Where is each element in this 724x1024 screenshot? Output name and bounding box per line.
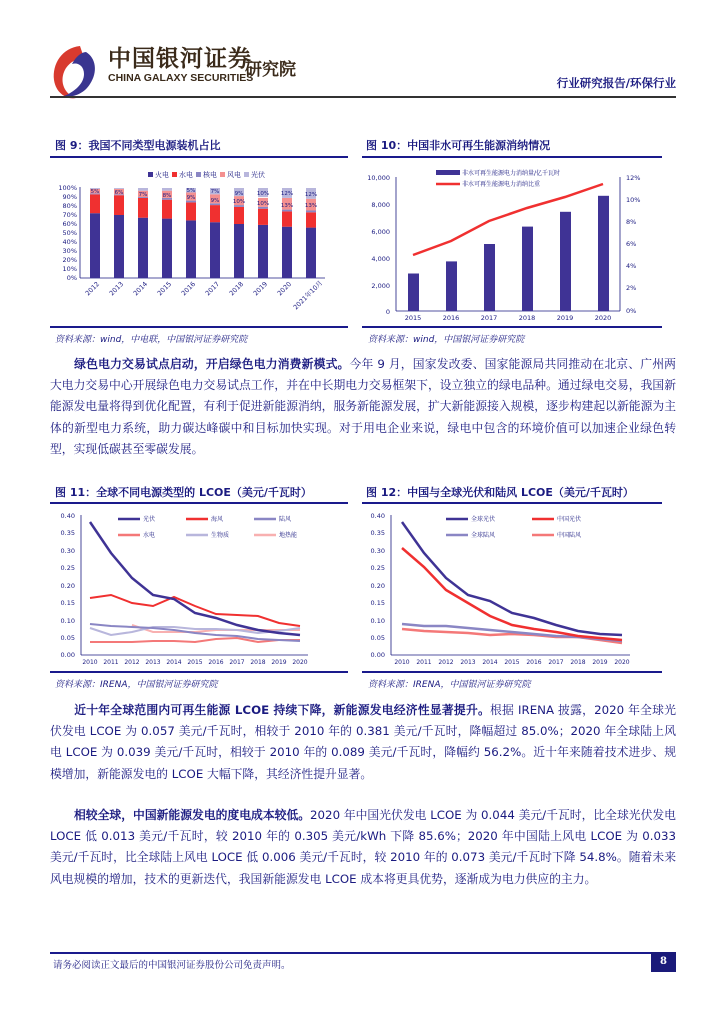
x-axis-labels [82, 659, 307, 666]
svg-text:12%: 12% [304, 192, 318, 198]
svg-text:5%: 5% [90, 189, 100, 195]
svg-text:90%: 90% [62, 193, 77, 201]
svg-text:2018: 2018 [570, 659, 586, 666]
svg-text:10%: 10% [256, 201, 270, 207]
paragraph-china-lcoe [50, 805, 676, 890]
svg-text:2013: 2013 [460, 659, 476, 666]
svg-text:2013: 2013 [145, 659, 161, 666]
svg-text:30%: 30% [62, 247, 77, 255]
chart-legend [118, 515, 297, 539]
svg-text:4,000: 4,000 [371, 255, 390, 263]
brand-institute: 研究院 [245, 60, 296, 80]
svg-text:4%: 4% [626, 262, 637, 270]
svg-text:2018: 2018 [227, 280, 246, 298]
svg-text:0.40: 0.40 [370, 512, 385, 520]
svg-text:风电: 风电 [227, 171, 241, 179]
svg-text:2012: 2012 [124, 659, 140, 666]
figure-10-source: 资料来源：wind，中国银河证券研究院 [368, 335, 525, 345]
svg-text:2017: 2017 [203, 280, 222, 298]
x-axis-labels [394, 659, 629, 666]
svg-text:2021年10月: 2021年10月 [291, 279, 325, 312]
svg-text:2013: 2013 [107, 280, 126, 298]
svg-text:0.20: 0.20 [60, 582, 75, 590]
svg-text:10%: 10% [256, 191, 270, 197]
svg-text:6%: 6% [626, 240, 637, 248]
svg-text:2017: 2017 [229, 659, 245, 666]
x-axis-labels [405, 314, 612, 322]
paragraph-body: 根据 IRENA 披露，2020 年全球光伏发电 LCOE 为 0.057 美元/千瓦时，相较于 2010 年的 0.381 美元/千瓦时，降幅超过 85.0%；2020 年全球陆上风电 LCOE 为 0.039 美元/千瓦时，相较于 2010 年的 0.089 美元/千瓦时，降幅约 56.2%。近十年来随着技术进步、规模增加，新能源发电的 LCOE 大幅下降，其经济性提升显著。 [50, 703, 676, 781]
svg-text:0.25: 0.25 [60, 564, 75, 572]
paragraph-body: 今年 9 月，国家发改委、国家能源局共同推动在北京、广州两大电力交易中心开展绿色电力交易试点工作，并在中长期电力交易框架下，设立独立的绿电品种。通过绿电交易，我国新能源发电量将得到优化配置，有利于促进新能源消纳，服务新能源发展，扩大新能源接入规模，逐步构建起以新能源为主体的新型电力系统，助力碳达峰碳中和目标加快实现。对于用电企业来说，绿电中包含的环境价值可以加速企业绿色转型，实现低碳甚至零碳发展。 [50, 357, 676, 456]
chart-legend [148, 170, 265, 179]
figure-9-chart [50, 162, 350, 322]
svg-text:2019: 2019 [251, 280, 270, 298]
paragraph-global-lcoe [50, 700, 676, 785]
svg-text:0.10: 0.10 [60, 617, 75, 625]
svg-text:2,000: 2,000 [371, 282, 390, 290]
paragraph-lead: 相较全球，中国新能源发电的度电成本较低。 [74, 808, 311, 822]
svg-text:70%: 70% [62, 211, 77, 219]
svg-text:2020: 2020 [594, 314, 612, 322]
svg-text:12%: 12% [626, 174, 641, 182]
svg-text:10%: 10% [62, 265, 77, 273]
svg-text:0.35: 0.35 [370, 529, 385, 537]
svg-text:8%: 8% [162, 193, 172, 199]
figure-12-rule [362, 502, 662, 504]
svg-text:0.00: 0.00 [370, 651, 385, 659]
svg-text:50%: 50% [62, 229, 77, 237]
svg-text:8,000: 8,000 [371, 201, 390, 209]
y-axis-labels [371, 512, 385, 659]
svg-text:2020: 2020 [275, 280, 294, 298]
svg-text:12%: 12% [280, 191, 294, 197]
y-axis-right-labels [626, 174, 640, 315]
paragraph-lead: 绿色电力交易试点启动，开启绿色电力消费新模式。 [74, 357, 350, 371]
svg-text:0: 0 [385, 308, 390, 316]
svg-text:2015: 2015 [187, 659, 203, 666]
paragraph-body: 2020 年中国光伏发电 LCOE 为 0.044 美元/千瓦时，比全球光伏发电 LOCE 低 0.013 美元/千瓦时，较 2010 年的 0.305 美元/kWh 下降 85.6%；2020 年中国陆上风电 LCOE 为 0.033 美元/千瓦时，比全球陆上风电 LOCE 低 0.006 美元/千瓦时，较 2010 年的 0.073 美元/千瓦时下降 54.8%。随着未来风电规模的增加，技术的更新迭代，我国新能源发电 LCOE 成本将更具优势，逐渐成为电力供应的主力。 [50, 808, 676, 886]
svg-text:0.15: 0.15 [370, 599, 385, 607]
svg-text:2019: 2019 [592, 659, 608, 666]
svg-text:2015: 2015 [404, 314, 422, 322]
svg-text:非水可再生能源电力消纳比重: 非水可再生能源电力消纳比重 [462, 181, 541, 188]
svg-text:海风: 海风 [211, 516, 224, 523]
paragraph-lead: 近十年全球范围内可再生能源 LCOE 持续下降，新能源发电经济性显著提升。 [74, 703, 490, 717]
svg-text:全球光伏: 全球光伏 [471, 516, 496, 523]
svg-text:0.05: 0.05 [370, 634, 385, 642]
y-axis-left-labels [367, 174, 390, 316]
svg-text:6%: 6% [114, 190, 124, 196]
stacked-bars [90, 188, 316, 278]
svg-text:0.40: 0.40 [60, 512, 75, 520]
figure-11-bottom-rule [50, 671, 348, 673]
svg-text:2017: 2017 [548, 659, 564, 666]
svg-text:5%: 5% [186, 188, 196, 194]
svg-text:2019: 2019 [556, 314, 574, 322]
figure-11-source: 资料来源：IRENA，中国银河证券研究院 [55, 680, 218, 690]
figure-9-source: 资料来源：wind，中电联，中国银河证券研究院 [55, 335, 248, 345]
svg-text:0.30: 0.30 [370, 547, 385, 555]
svg-text:2016: 2016 [442, 314, 460, 322]
y-axis-labels [61, 512, 75, 659]
svg-text:2018: 2018 [250, 659, 266, 666]
svg-text:生物质: 生物质 [211, 532, 230, 539]
galaxy-logo-icon [50, 42, 98, 102]
figure-9-title: 图 9：我国不同类型电源装机占比 [55, 139, 221, 152]
figure-11-title: 图 11：全球不同电源类型的 LCOE（美元/千瓦时） [55, 486, 312, 499]
svg-text:水电: 水电 [179, 171, 193, 179]
svg-text:中国陆风: 中国陆风 [557, 532, 582, 539]
chart-legend [446, 515, 581, 539]
svg-text:非水可再生能源电力消纳量/亿千瓦时: 非水可再生能源电力消纳量/亿千瓦时 [462, 170, 561, 177]
svg-text:20%: 20% [62, 256, 77, 264]
figure-12-chart [360, 505, 660, 670]
svg-text:2015: 2015 [155, 280, 174, 298]
figure-10-bottom-rule [362, 326, 662, 328]
footer-divider [50, 952, 676, 954]
svg-text:40%: 40% [62, 238, 77, 246]
brand-name-en: CHINA GALAXY SECURITIES [108, 72, 254, 84]
svg-text:2020: 2020 [292, 659, 308, 666]
svg-text:全球陆风: 全球陆风 [471, 532, 496, 539]
svg-text:100%: 100% [58, 184, 77, 192]
svg-text:0.20: 0.20 [370, 582, 385, 590]
figure-11-chart [50, 505, 350, 670]
svg-text:10,000: 10,000 [367, 174, 390, 182]
footer-disclaimer: 请务必阅读正文最后的中国银河证券股份公司免责声明。 [53, 960, 291, 971]
svg-text:0.10: 0.10 [370, 617, 385, 625]
figure-10-title: 图 10：中国非水可再生能源消纳情况 [366, 139, 551, 152]
svg-text:核电: 核电 [203, 171, 217, 179]
svg-text:13%: 13% [280, 203, 294, 209]
svg-text:光伏: 光伏 [251, 171, 265, 179]
svg-text:80%: 80% [62, 202, 77, 210]
figure-12-title: 图 12：中国与全球光伏和陆风 LCOE（美元/千瓦时） [366, 486, 634, 499]
ratio-line [413, 184, 603, 255]
svg-text:0%: 0% [626, 307, 637, 315]
svg-text:8%: 8% [626, 218, 637, 226]
svg-text:2010: 2010 [394, 659, 410, 666]
svg-text:0.25: 0.25 [370, 564, 385, 572]
svg-text:60%: 60% [62, 220, 77, 228]
svg-text:9%: 9% [186, 195, 196, 201]
svg-text:0.35: 0.35 [60, 529, 75, 537]
chart-legend [436, 169, 560, 188]
header-divider [50, 96, 676, 98]
svg-text:2011: 2011 [416, 659, 432, 666]
page-number: 8 [651, 952, 676, 972]
svg-text:2012: 2012 [83, 280, 102, 298]
svg-text:0.15: 0.15 [60, 599, 75, 607]
svg-text:13%: 13% [304, 203, 318, 209]
y-axis-labels [58, 184, 77, 282]
svg-text:7%: 7% [210, 189, 220, 195]
figure-12-bottom-rule [362, 671, 662, 673]
svg-text:2016: 2016 [526, 659, 542, 666]
svg-text:0.30: 0.30 [60, 547, 75, 555]
svg-text:0.05: 0.05 [60, 634, 75, 642]
svg-text:10%: 10% [626, 196, 641, 204]
svg-text:7%: 7% [138, 192, 148, 198]
paragraph-green-power-trading [50, 354, 676, 460]
svg-text:中国光伏: 中国光伏 [557, 516, 582, 523]
svg-text:0%: 0% [66, 274, 77, 282]
svg-text:2016: 2016 [179, 280, 198, 298]
svg-text:0.00: 0.00 [60, 651, 75, 659]
svg-text:2010: 2010 [82, 659, 98, 666]
svg-text:火电: 火电 [155, 171, 169, 179]
svg-text:2012: 2012 [438, 659, 454, 666]
svg-text:2014: 2014 [482, 659, 498, 666]
svg-text:2014: 2014 [131, 280, 150, 298]
figure-10-chart [360, 162, 660, 322]
svg-text:水电: 水电 [143, 532, 156, 539]
document-type: 行业研究报告/环保行业 [556, 76, 676, 90]
svg-text:9%: 9% [210, 198, 220, 204]
svg-text:2019: 2019 [271, 659, 287, 666]
svg-text:光伏: 光伏 [143, 516, 156, 523]
svg-text:2018: 2018 [518, 314, 536, 322]
svg-text:2%: 2% [626, 284, 637, 292]
x-axis-labels [84, 278, 324, 311]
svg-text:2017: 2017 [480, 314, 498, 322]
figure-12-source: 资料来源：IRENA，中国银河证券研究院 [368, 680, 531, 690]
svg-text:2014: 2014 [166, 659, 182, 666]
svg-text:2020: 2020 [614, 659, 630, 666]
svg-text:陆风: 陆风 [279, 516, 292, 523]
svg-text:10%: 10% [232, 199, 246, 205]
svg-text:2016: 2016 [208, 659, 224, 666]
brand-name-cn: 中国银河证券 [108, 46, 252, 72]
svg-text:6,000: 6,000 [371, 228, 390, 236]
figure-11-rule [50, 502, 348, 504]
svg-text:2015: 2015 [504, 659, 520, 666]
figure-10-rule [362, 156, 662, 158]
figure-9-rule [50, 156, 348, 158]
svg-text:地热能: 地热能 [279, 532, 298, 539]
svg-text:9%: 9% [234, 191, 244, 197]
svg-text:2011: 2011 [103, 659, 119, 666]
figure-9-bottom-rule [50, 326, 348, 328]
